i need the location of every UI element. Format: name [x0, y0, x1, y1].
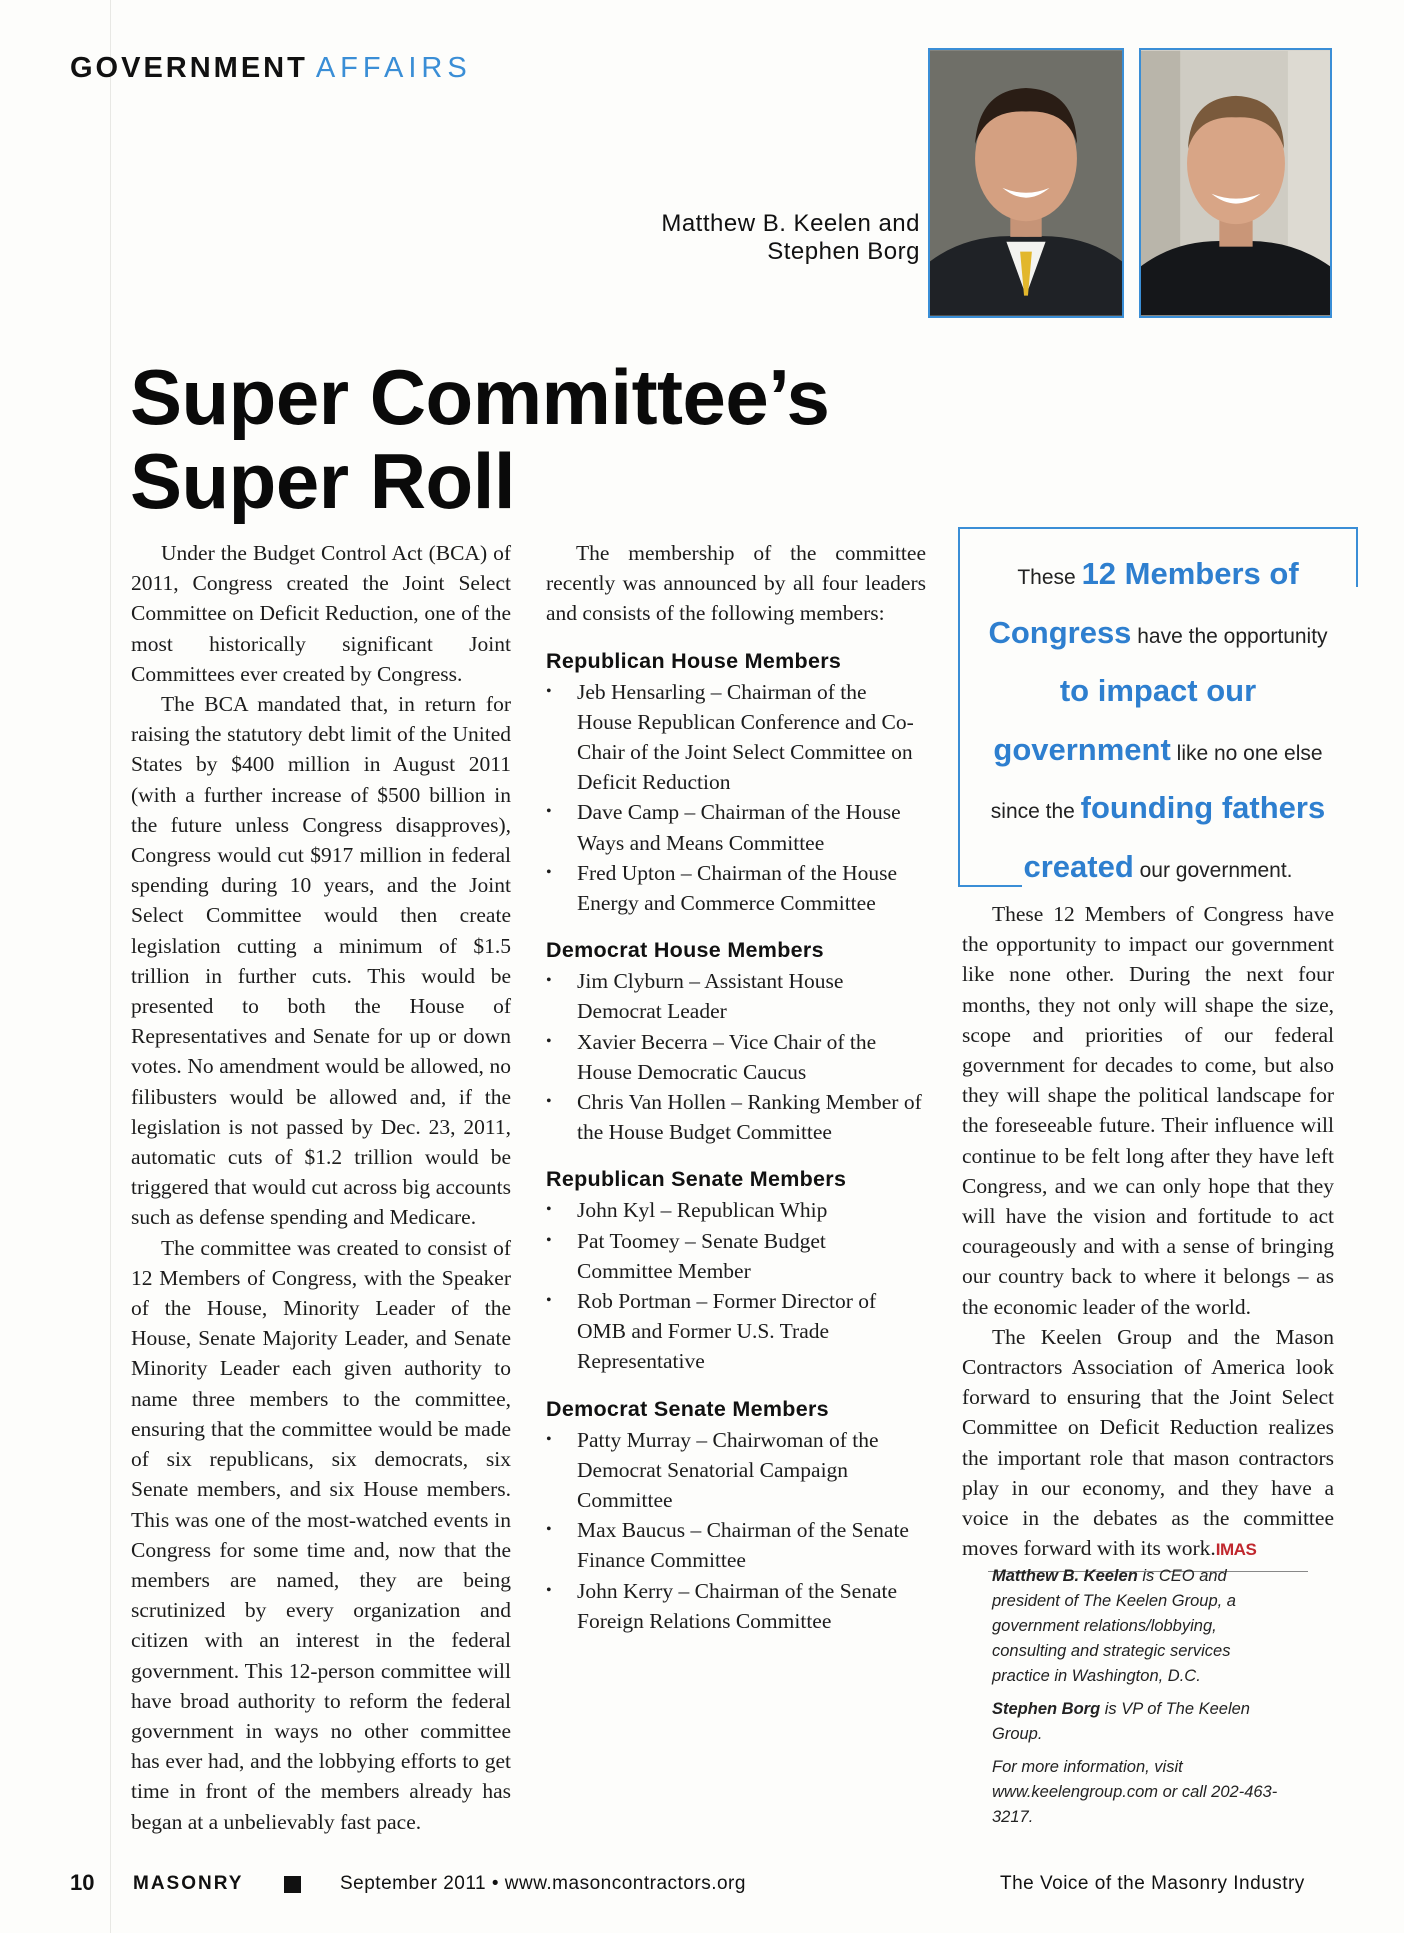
bio-more-info: For more information, visit www.keelengroup.com or call 202-463-3217. [992, 1758, 1278, 1826]
member-list [546, 966, 926, 1147]
list-item: • Chris Van Hollen – Ranking Member of the House Budget Committee [546, 1087, 926, 1147]
magazine-name: MASONRY [133, 1873, 244, 1894]
list-item: • Patty Murray – Chairwoman of the Democrat Senatorial Campaign Committee [546, 1425, 926, 1516]
list-item: • Rob Portman – Former Director of OMB and Former U.S. Trade Representative [546, 1286, 926, 1377]
byline-line2: Stephen Borg [767, 238, 920, 265]
footer-tagline: The Voice of the Masonry Industry [1000, 1873, 1305, 1894]
group-heading-democrat-senate: Democrat Senate Members [546, 1396, 829, 1421]
member-list [546, 1425, 926, 1636]
group-heading-republican-house: Republican House Members [546, 648, 842, 673]
paragraph-text: The Keelen Group and the Mason Contractors Association of America look forward to ensuring that the Joint Select Committee on Deficit Reduction realizes the important role that mason contractors play in our economy, and they have a voice in the debates as the committee moves forward with its work. [962, 1324, 1334, 1561]
author-photo-keelen [928, 48, 1124, 318]
pullquote-text: our government. [1133, 858, 1293, 882]
section-label-bold: GOVERNMENT [70, 52, 308, 84]
list-item: • John Kyl – Republican Whip [546, 1195, 926, 1225]
list-item: • Jeb Hensarling – Chairman of the House Republican Conference and Co-Chair of the Joint Select Committee on Deficit Reduction [546, 677, 926, 798]
article-column-2 [546, 538, 926, 1636]
pullquote-accent: to impact our government [993, 673, 1257, 767]
page-gutter-line [110, 0, 111, 1933]
byline [560, 210, 920, 266]
bio-name: Matthew B. Keelen [992, 1567, 1138, 1585]
list-item: • Dave Camp – Chairman of the House Ways and Means Committee [546, 797, 926, 857]
list-item: • Pat Toomey – Senate Budget Committee Member [546, 1226, 926, 1286]
pullquote [958, 527, 1358, 889]
list-item: • Jim Clyburn – Assistant House Democrat Leader [546, 966, 926, 1026]
pullquote-text: like no one else since the [990, 741, 1323, 823]
article-column-1 [131, 538, 511, 1837]
group-heading-republican-senate: Republican Senate Members [546, 1167, 847, 1192]
byline-line1: Matthew B. Keelen and [661, 210, 920, 237]
member-list [546, 677, 926, 919]
bio-borg [992, 1697, 1292, 1747]
article-title-line1: Super Committee’s [130, 353, 830, 441]
article-title [130, 355, 1030, 523]
bio-keelen [992, 1564, 1292, 1689]
article-column-3 [962, 899, 1334, 1576]
portrait-icon [1141, 50, 1330, 316]
paragraph-final [962, 1322, 1334, 1566]
article-title-line2: Super Roll [130, 437, 516, 525]
bio-text: is CEO and president of The Keelen Group, a government relations/lobbying, consulting and strategic services practice in Washington, D.C. [992, 1567, 1236, 1685]
pullquote-text: have the opportunity [1131, 624, 1328, 648]
author-bio [992, 1564, 1292, 1838]
section-label-light: AFFAIRS [315, 52, 472, 84]
pullquote-accent: 12 Members of Congress [988, 556, 1299, 650]
members-intro: The membership of the committee recently was announced by all four leaders and consists of the following members: [546, 541, 926, 626]
author-photo-borg [1139, 48, 1332, 318]
paragraph: The BCA mandated that, in return for raising the statutory debt limit of the United States by $400 million in August 2011 (with a further increase of $500 billion in the future unless Congress disapproves), Congress would cut $917 million in federal spending during 10 years, and the Joint Select Committee would then create legislation cutting a minimum of $1.5 trillion in further cuts. This would be presented to both the House of Representatives and Senate for up or down votes. No amendment would be allowed, no filibusters would be allowed and, if the legislation is not passed by Dec. 23, 2011, automatic cuts of $1.2 trillion would be triggered that would cut across big accounts such as defense spending and Medicare. [131, 692, 511, 1230]
paragraph: These 12 Members of Congress have the opportunity to impact our government like none other. During the next four months, they not only will shape the size, scope and priorities of our federal government for decades to come, but also they will shape the political landscape for the foreseeable future. Their influence will continue to be felt long after they have left Congress, and we can only hope that they will have the vision and fortitude to act courageously and with a sense of bringing our country back to where it belongs – as the economic leader of the world. [962, 902, 1334, 1319]
paragraph: The committee was created to consist of 12 Members of Congress, with the Speaker of the House, Minority Leader of the House, Senate Majority Leader, and Senate Minority Leader each given authority to name three members to the committee, ensuring that the committee would be made of six republicans, six democrats, six Senate members, and six House members. This was one of the most-watched events in Congress for some time and, now that the members are named, they are being scrutinized by every organization and citizen with an interest in the federal government. This 12-person committee will have broad authority to reform the federal government in ways no other committee has ever had, and the lobbying efforts to get time in front of the members already has began at a unbelievably fast pace. [131, 1235, 511, 1834]
list-item: • Xavier Becerra – Vice Chair of the House Democratic Caucus [546, 1027, 926, 1087]
portrait-icon [930, 50, 1122, 316]
square-bullet-icon [284, 1876, 301, 1893]
pullquote-accent: founding fathers created [1023, 790, 1326, 884]
list-item: • Fred Upton – Chairman of the House Energy and Commerce Committee [546, 858, 926, 918]
paragraph: Under the Budget Control Act (BCA) of 2011, Congress created the Joint Select Committee on Deficit Reduction, one of the most historically significant Joint Committees ever created by Congress. [131, 541, 511, 686]
group-heading-democrat-house: Democrat House Members [546, 938, 824, 963]
list-item: • John Kerry – Chairman of the Senate Foreign Relations Committee [546, 1576, 926, 1636]
bio-text: is VP of The Keelen Group. [992, 1700, 1250, 1743]
end-mark: IMAS [1215, 1540, 1257, 1560]
pullquote-text: These [1017, 566, 1082, 589]
member-list [546, 1195, 926, 1376]
issue-info: September 2011 • www.masoncontractors.org [340, 1873, 746, 1894]
page-number: 10 [70, 1870, 95, 1895]
bio-name: Stephen Borg [992, 1700, 1101, 1718]
list-item: • Max Baucus – Chairman of the Senate Finance Committee [546, 1515, 926, 1575]
section-label [70, 52, 472, 85]
